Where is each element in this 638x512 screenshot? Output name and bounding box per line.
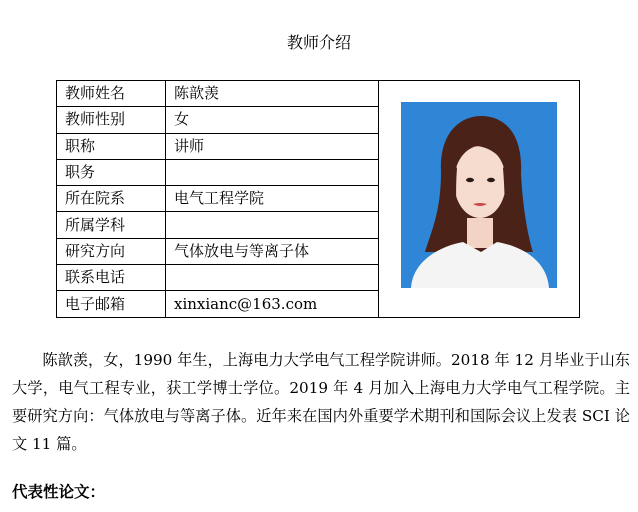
representative-papers-heading: 代表性论文：	[12, 482, 106, 501]
title-value: 讲师	[166, 133, 379, 159]
table-row	[57, 81, 580, 107]
page-title: 教师介绍	[286, 33, 351, 52]
profile-photo	[401, 102, 557, 288]
bio-paragraph: 陈歆羡，女，1990 年生，上海电力大学电气工程学院讲师。2018 年 12 月毕业于山东大学，电气工程专业，获工学博士学位。2019 年 4 月加入上海电力大学电气工程学院。主要研究方向：气体放电与等离子体。近年来在国内外重要学术期刊和国际会议上发表 SCI 论文 11 篇。	[12, 351, 630, 453]
title-label: 职称	[57, 133, 166, 159]
phone-value	[166, 265, 379, 291]
gender-value: 女	[166, 107, 379, 133]
discipline-label: 所属学科	[57, 212, 166, 238]
discipline-value	[166, 212, 379, 238]
position-value	[166, 159, 379, 185]
email-value: xinxianc@163.com	[166, 291, 379, 317]
research-value: 气体放电与等离子体	[166, 238, 379, 264]
name-label: 教师姓名	[57, 81, 166, 107]
department-value: 电气工程学院	[166, 186, 379, 212]
phone-label: 联系电话	[57, 265, 166, 291]
email-label: 电子邮箱	[57, 291, 166, 317]
department-label: 所在院系	[57, 186, 166, 212]
photo-cell	[379, 81, 580, 318]
name-value: 陈歆羡	[166, 81, 379, 107]
profile-table	[56, 80, 580, 318]
gender-label: 教师性别	[57, 107, 166, 133]
research-label: 研究方向	[57, 238, 166, 264]
position-label: 职务	[57, 159, 166, 185]
